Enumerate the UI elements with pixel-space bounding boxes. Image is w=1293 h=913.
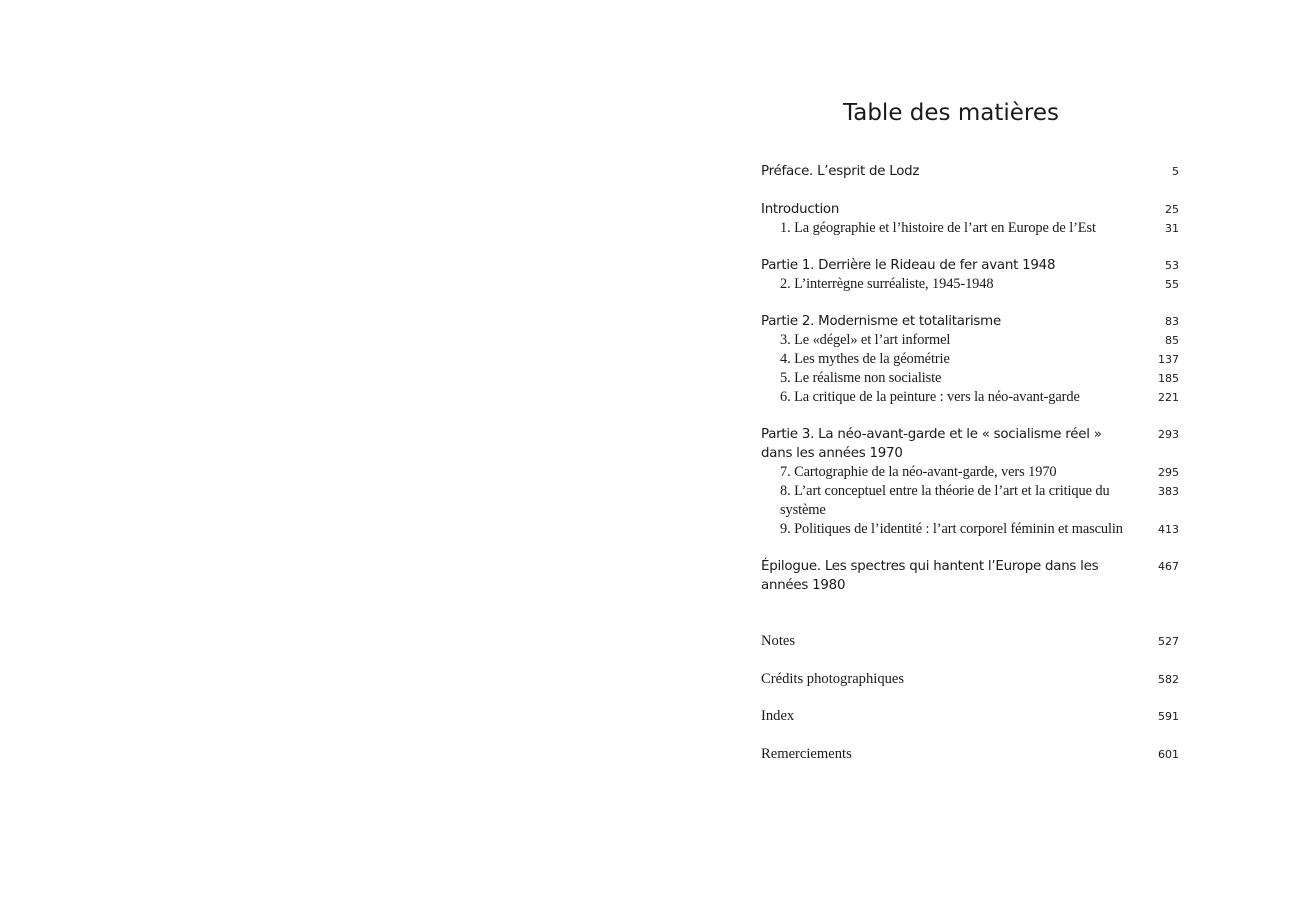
toc-entry-title: 2. L’interrègne surréaliste, 1945-1948: [780, 276, 994, 292]
toc-entry-title: 7. Cartographie de la néo-avant-garde, vers 1970: [780, 464, 1057, 480]
toc-entry-title: 5. Le réalisme non socialiste: [780, 370, 942, 386]
toc-entry-title: Introduction: [761, 202, 840, 217]
toc-entry-page: 83: [1165, 315, 1179, 328]
toc-entry-title: Partie 3. La néo-avant-garde et le « socialisme réel » dans les années 1970: [761, 427, 1102, 461]
toc-entry-title: Partie 2. Modernisme et totalitarisme: [761, 314, 1001, 329]
toc-entry-page: 591: [1158, 710, 1179, 723]
toc-entry-page: 383: [1158, 485, 1179, 498]
toc-entry-page: 31: [1165, 222, 1179, 235]
table-of-contents-page: [761, 0, 1181, 913]
toc-entry-title: Épilogue. Les spectres qui hantent l’Europe dans les années 1980: [761, 559, 1099, 593]
toc-entry-page: 137: [1158, 353, 1179, 366]
toc-entry-title: Notes: [761, 633, 796, 649]
toc-entry-page: 582: [1158, 673, 1179, 686]
toc-entry-title: Partie 1. Derrière le Rideau de fer avant 1948: [761, 258, 1056, 273]
toc-entry-title: 1. La géographie et l’histoire de l’art en Europe de l’Est: [780, 220, 1096, 236]
toc-entry-title: 8. L’art conceptuel entre la théorie de l’art et la critique du système: [780, 483, 1110, 518]
toc-entry-title: Crédits photographiques: [761, 671, 905, 687]
toc-entry-page: 467: [1158, 560, 1179, 573]
toc-entry-page: 295: [1158, 466, 1179, 479]
toc-entry-page: 601: [1158, 748, 1179, 761]
toc-entry-page: 5: [1172, 165, 1179, 178]
toc-entry-title: 6. La critique de la peinture : vers la néo-avant-garde: [780, 389, 1080, 405]
page-title: Table des matières: [843, 100, 1059, 126]
toc-entry-page: 293: [1158, 428, 1179, 441]
toc-entry-title: 3. Le «dégel» et l’art informel: [780, 332, 951, 348]
blank-left-page: [0, 0, 646, 913]
toc-entry-page: 413: [1158, 523, 1179, 536]
toc-entry-page: 185: [1158, 372, 1179, 385]
toc-entry-title: Index: [761, 708, 795, 724]
toc-entry-title: 4. Les mythes de la géométrie: [780, 351, 950, 367]
toc-entry-page: 55: [1165, 278, 1179, 291]
toc-entry-page: 53: [1165, 259, 1179, 272]
toc-entry-page: 221: [1158, 391, 1179, 404]
toc-entry-page: 85: [1165, 334, 1179, 347]
toc-entry-page: 527: [1158, 635, 1179, 648]
toc-entry-title: 9. Politiques de l’identité : l’art corporel féminin et masculin: [780, 521, 1123, 537]
toc-entry-title: Remerciements: [761, 746, 852, 762]
toc-entry-title: Préface. L’esprit de Lodz: [761, 164, 920, 179]
toc-entry-page: 25: [1165, 203, 1179, 216]
